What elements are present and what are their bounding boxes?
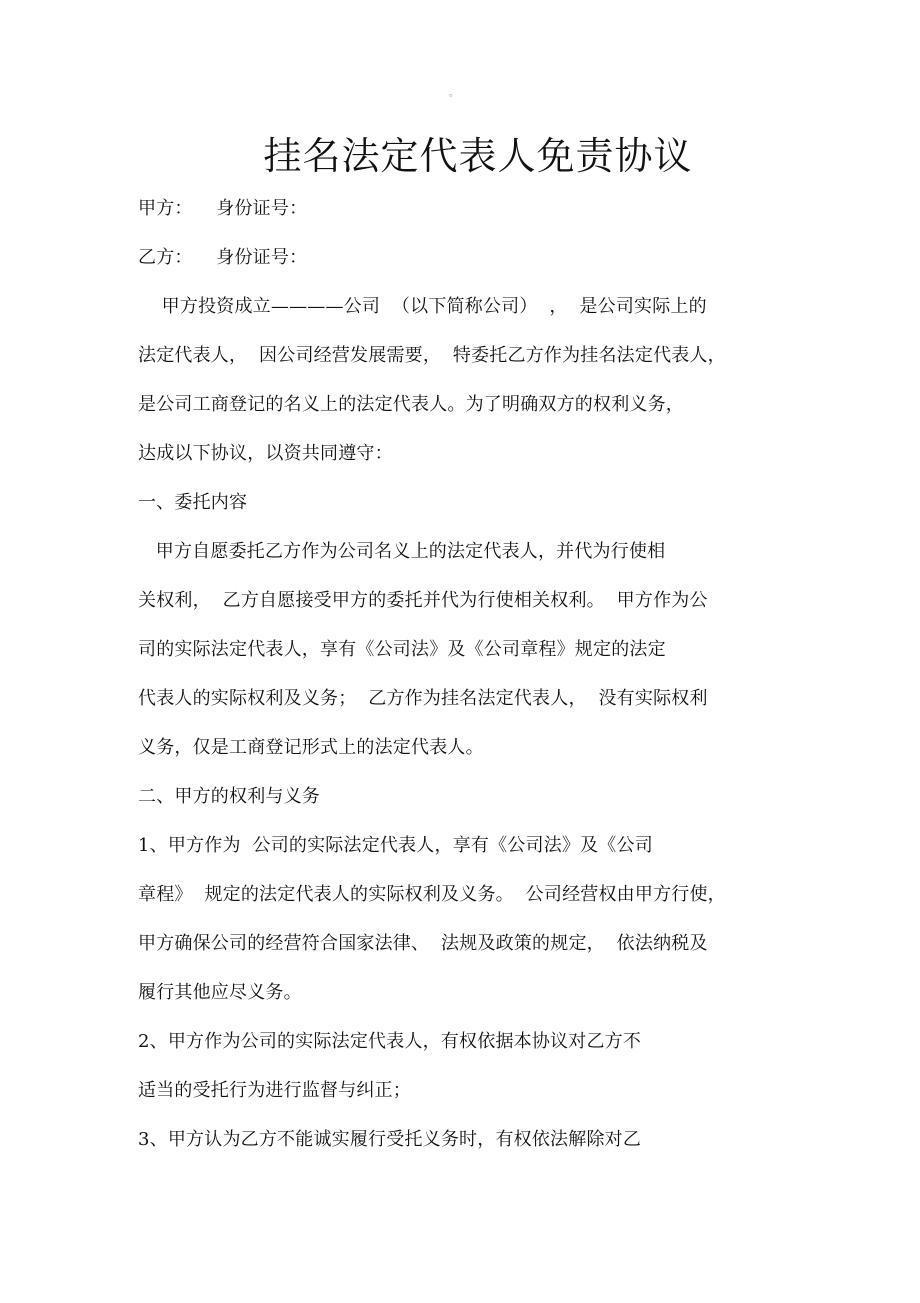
intro-line: 是公司工商登记的名义上的法定代表人。为了明确双方的权利义务，: [138, 394, 684, 415]
section1-line: 义务，仅是工商登记形式上的法定代表人。: [138, 737, 484, 758]
section1-line: 代表人的实际权利及义务； 乙方作为挂名法定代表人， 没有实际权利: [138, 688, 708, 709]
section1-line: 关权利， 乙方自愿接受甲方的委托并代为行使相关权利。 甲方作为公: [138, 590, 708, 611]
section2-heading: 二、甲方的权利与义务: [138, 786, 320, 807]
section2-line: 甲方确保公司的经营符合国家法律、 法规及政策的规定， 依法纳税及: [138, 933, 708, 954]
section1-line: 司的实际法定代表人，享有《公司法》及《公司章程》规定的法定: [138, 639, 666, 660]
intro-line: 甲方投资成立————公司 （以下简称公司） ， 是公司实际上的: [138, 296, 707, 317]
section1-heading: 一、委托内容: [138, 492, 248, 513]
section2-line: 1、甲方作为 公司的实际法定代表人，享有《公司法》及《公司: [138, 835, 653, 856]
section1-line: 甲方自愿委托乙方作为公司名义上的法定代表人，并代为行使相: [138, 541, 666, 562]
section2-line: 适当的受托行为进行监督与纠正；: [138, 1080, 411, 1101]
page-title: 挂名法定代表人免责协议: [263, 134, 693, 178]
section2-line: 2、甲方作为公司的实际法定代表人，有权依据本协议对乙方不: [138, 1031, 642, 1052]
intro-line: 法定代表人， 因公司经营发展需要， 特委托乙方作为挂名法定代表人，: [138, 345, 726, 366]
party-b-line: 乙方： 身份证号：: [138, 247, 308, 268]
party-a-line: 甲方： 身份证号：: [138, 198, 308, 219]
header-mark: 。: [449, 88, 459, 99]
intro-line: 达成以下协议，以资共同遵守：: [138, 443, 393, 464]
section2-line: 3、甲方认为乙方不能诚实履行受托义务时，有权依法解除对乙: [138, 1129, 642, 1150]
section2-line: 履行其他应尽义务。: [138, 982, 302, 1003]
section2-line: 章程》 规定的法定代表人的实际权利及义务。 公司经营权由甲方行使，: [138, 884, 726, 905]
